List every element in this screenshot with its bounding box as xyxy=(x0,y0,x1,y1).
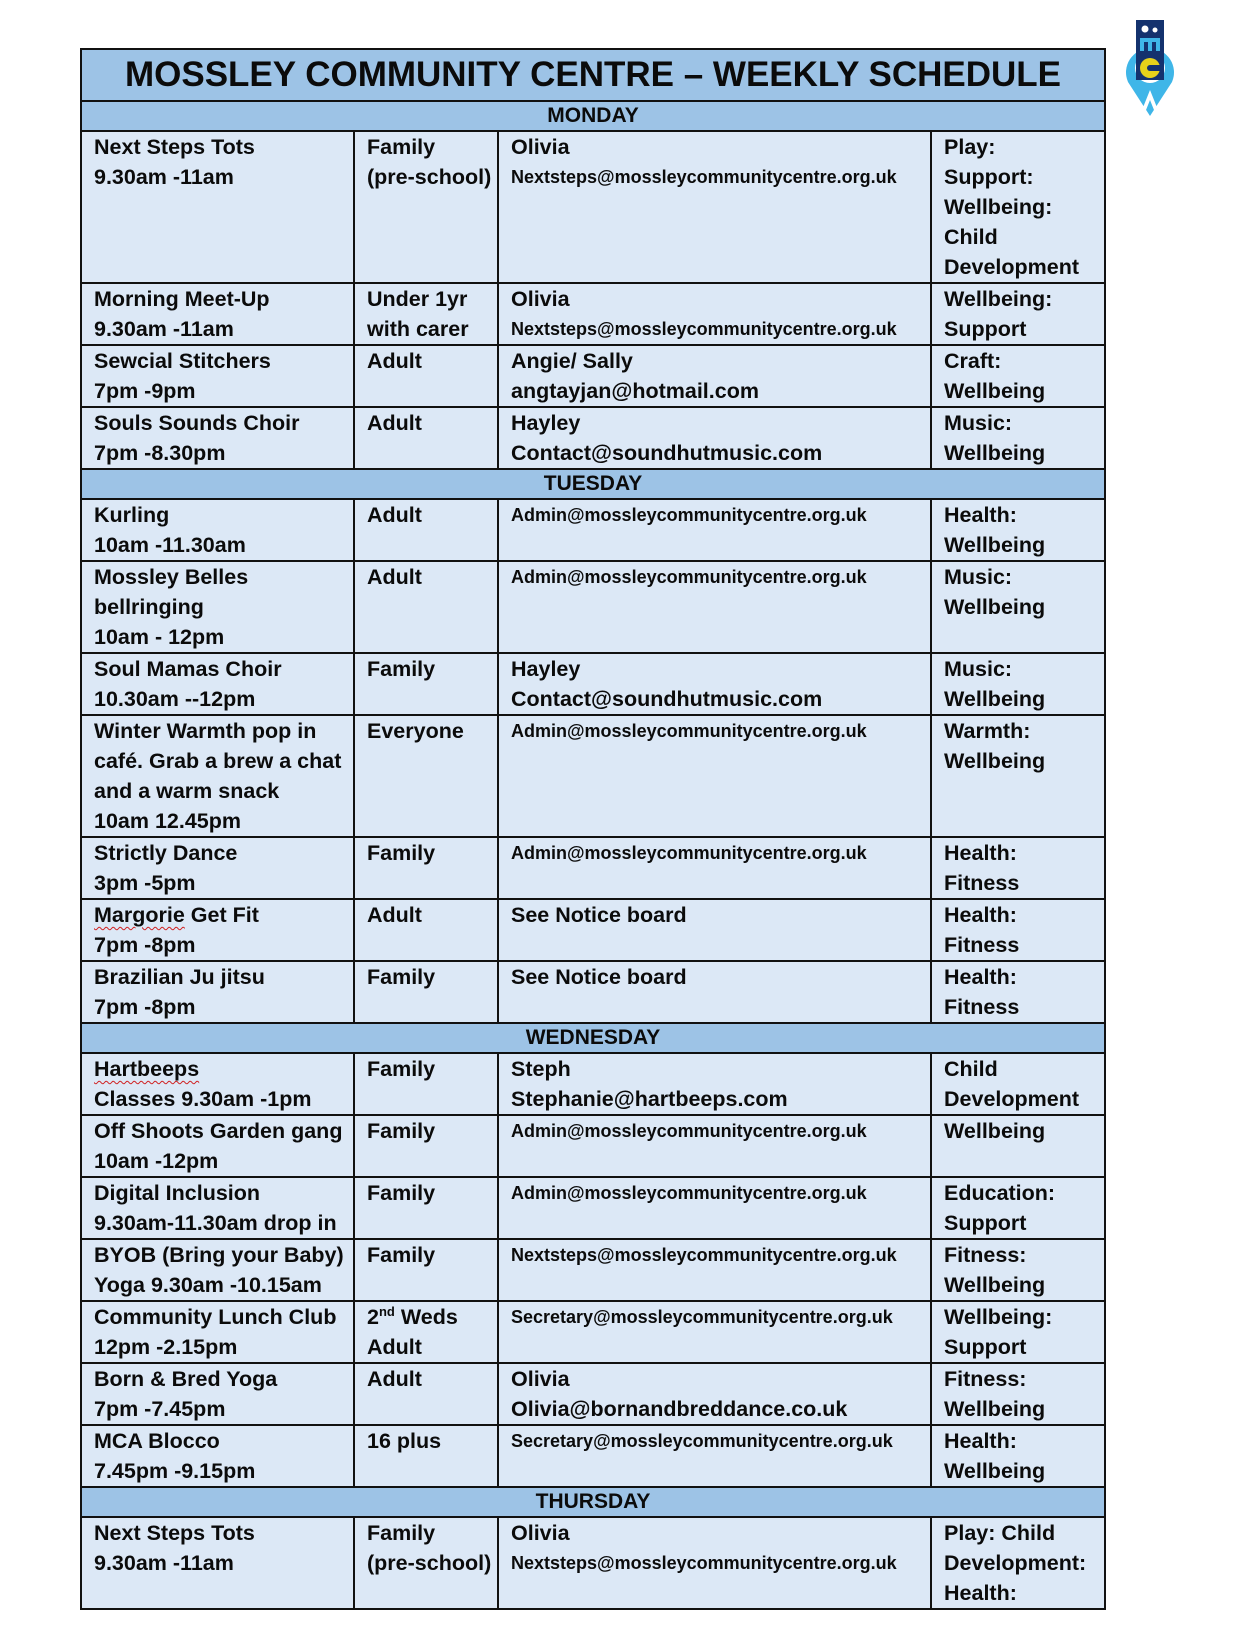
contact-cell xyxy=(498,1363,931,1425)
day-header-row xyxy=(81,469,1105,499)
category-line: Music: xyxy=(944,657,1013,681)
activity-cell xyxy=(81,1053,354,1115)
activity-line: Off Shoots Garden gang xyxy=(94,1119,343,1143)
category-line: Wellbeing xyxy=(944,533,1046,557)
category-line: Wellbeing xyxy=(944,1397,1046,1421)
activity-cell xyxy=(81,131,354,283)
day-header-row xyxy=(81,101,1105,131)
category-cell xyxy=(931,899,1105,961)
contact-cell xyxy=(498,837,931,899)
activity-cell xyxy=(81,715,354,837)
activity-line: 7pm -8pm xyxy=(94,995,196,1019)
audience-cell xyxy=(354,283,498,345)
contact-line: Steph xyxy=(511,1057,571,1081)
audience-cell xyxy=(354,1053,498,1115)
table-row xyxy=(81,715,1105,837)
table-row xyxy=(81,653,1105,715)
audience-line: Family xyxy=(367,135,436,159)
email-link: Contact@soundhutmusic.com xyxy=(511,687,823,711)
category-line: Support: xyxy=(944,165,1034,189)
category-line: Wellbeing xyxy=(944,1459,1046,1483)
category-line: Fitness xyxy=(944,933,1020,957)
category-line: Wellbeing xyxy=(944,595,1046,619)
audience-line: Family xyxy=(367,1243,436,1267)
contact-line: Angie/ Sally xyxy=(511,349,633,373)
audience-line: Family xyxy=(367,1119,436,1143)
activity-line: Next Steps Tots xyxy=(94,1521,255,1545)
contact-line: Olivia xyxy=(511,1521,570,1545)
category-cell xyxy=(931,283,1105,345)
email-link: Admin@mossleycommunitycentre.org.uk xyxy=(511,1121,867,1141)
audience-line: Family xyxy=(367,1057,436,1081)
table-row xyxy=(81,1177,1105,1239)
activity-line: Born & Bred Yoga xyxy=(94,1367,278,1391)
activity-cell xyxy=(81,1363,354,1425)
activity-line: 7.45pm -9.15pm xyxy=(94,1459,256,1483)
email-link: Contact@soundhutmusic.com xyxy=(511,441,823,465)
contact-cell xyxy=(498,131,931,283)
activity-cell xyxy=(81,1517,354,1609)
category-line: Health: xyxy=(944,965,1017,989)
category-line: Wellbeing: xyxy=(944,195,1053,219)
activity-line: 7pm -9pm xyxy=(94,379,196,403)
activity-line: Next Steps Tots xyxy=(94,135,255,159)
contact-cell xyxy=(498,961,931,1023)
activity-line: 9.30am -11am xyxy=(94,1551,234,1575)
contact-cell xyxy=(498,499,931,561)
audience-line: Adult xyxy=(367,349,422,373)
activity-line: Souls Sounds Choir xyxy=(94,411,300,435)
email-link: Nextsteps@mossleycommunitycentre.org.uk xyxy=(511,1553,897,1573)
audience-line: Family xyxy=(367,841,436,865)
category-line: Health: xyxy=(944,841,1017,865)
audience-line: 2nd Weds xyxy=(367,1304,458,1329)
activity-cell xyxy=(81,283,354,345)
category-cell xyxy=(931,1177,1105,1239)
audience-cell xyxy=(354,653,498,715)
category-line: Support xyxy=(944,1211,1027,1235)
activity-cell xyxy=(81,961,354,1023)
audience-line: Adult xyxy=(367,1335,422,1359)
spelling-flag: Margorie xyxy=(94,903,185,927)
activity-cell xyxy=(81,1239,354,1301)
category-line: Health: xyxy=(944,503,1017,527)
audience-line: Under 1yr xyxy=(367,287,468,311)
audience-cell xyxy=(354,837,498,899)
category-line: Wellbeing: xyxy=(944,1305,1053,1329)
activity-cell xyxy=(81,653,354,715)
category-cell xyxy=(931,131,1105,283)
table-row xyxy=(81,1363,1105,1425)
audience-line: Adult xyxy=(367,503,422,527)
activity-line: 12pm -2.15pm xyxy=(94,1335,238,1359)
contact-cell xyxy=(498,1301,931,1363)
email-link: Nextsteps@mossleycommunitycentre.org.uk xyxy=(511,1245,897,1265)
table-row xyxy=(81,407,1105,469)
weekly-schedule-table xyxy=(80,48,1106,1610)
contact-line: See Notice board xyxy=(511,965,687,989)
email-link: Admin@mossleycommunitycentre.org.uk xyxy=(511,505,867,525)
category-line: Fitness: xyxy=(944,1367,1027,1391)
contact-cell xyxy=(498,1177,931,1239)
contact-cell xyxy=(498,345,931,407)
audience-cell xyxy=(354,561,498,653)
activity-cell xyxy=(81,1177,354,1239)
category-cell xyxy=(931,1115,1105,1177)
audience-cell xyxy=(354,715,498,837)
contact-line: Hayley xyxy=(511,657,581,681)
audience-line: Adult xyxy=(367,1367,422,1391)
email-link: Admin@mossleycommunitycentre.org.uk xyxy=(511,843,867,863)
audience-cell xyxy=(354,1115,498,1177)
activity-line: 7pm -7.45pm xyxy=(94,1397,226,1421)
audience-cell xyxy=(354,1239,498,1301)
category-cell xyxy=(931,1301,1105,1363)
table-row xyxy=(81,499,1105,561)
contact-cell xyxy=(498,561,931,653)
activity-line: 7pm -8.30pm xyxy=(94,441,226,465)
category-cell xyxy=(931,837,1105,899)
category-line: Music: xyxy=(944,565,1013,589)
category-line: Wellbeing xyxy=(944,687,1046,711)
contact-line: Olivia xyxy=(511,1367,570,1391)
activity-line: Kurling xyxy=(94,503,170,527)
email-link: angtayjan@hotmail.com xyxy=(511,379,759,403)
category-cell xyxy=(931,1053,1105,1115)
audience-cell xyxy=(354,1363,498,1425)
table-row xyxy=(81,961,1105,1023)
audience-line: Family xyxy=(367,965,436,989)
category-cell xyxy=(931,561,1105,653)
contact-cell xyxy=(498,715,931,837)
email-link: Stephanie@hartbeeps.com xyxy=(511,1087,788,1111)
audience-cell xyxy=(354,899,498,961)
table-row xyxy=(81,837,1105,899)
category-cell xyxy=(931,407,1105,469)
activity-line: 9.30am -11am xyxy=(94,317,234,341)
contact-cell xyxy=(498,1517,931,1609)
activity-line: MCA Blocco xyxy=(94,1429,220,1453)
audience-line: Family xyxy=(367,1181,436,1205)
category-cell xyxy=(931,345,1105,407)
activity-line: BYOB (Bring your Baby) xyxy=(94,1243,344,1267)
contact-cell xyxy=(498,1239,931,1301)
category-line: Development: xyxy=(944,1551,1087,1575)
category-cell xyxy=(931,499,1105,561)
contact-cell xyxy=(498,1115,931,1177)
category-line: Play: Child xyxy=(944,1521,1056,1545)
activity-line: 10am - 12pm xyxy=(94,625,225,649)
category-line: Wellbeing xyxy=(944,1273,1046,1297)
audience-line: Adult xyxy=(367,411,422,435)
category-line: Wellbeing xyxy=(944,749,1046,773)
table-row xyxy=(81,1301,1105,1363)
day-header-row xyxy=(81,1487,1105,1517)
activity-line: 10am -12pm xyxy=(94,1149,219,1173)
contact-cell xyxy=(498,653,931,715)
email-link: Olivia@bornandbreddance.co.uk xyxy=(511,1397,848,1421)
activity-line: Margorie Get Fit xyxy=(94,903,259,927)
audience-cell xyxy=(354,131,498,283)
category-line: Development xyxy=(944,1087,1080,1111)
category-line: Child xyxy=(944,1057,998,1081)
category-line: Wellbeing xyxy=(944,1119,1046,1143)
audience-cell xyxy=(354,961,498,1023)
email-link: Secretary@mossleycommunitycentre.org.uk xyxy=(511,1431,893,1451)
audience-line: (pre-school) xyxy=(367,165,492,189)
category-line: Play: xyxy=(944,135,996,159)
contact-cell xyxy=(498,283,931,345)
category-line: Health: xyxy=(944,1429,1017,1453)
category-cell xyxy=(931,1363,1105,1425)
activity-line: Mossley Belles xyxy=(94,565,249,589)
page-title: MOSSLEY COMMUNITY CENTRE – WEEKLY SCHEDULE xyxy=(81,49,1105,101)
activity-line: Digital Inclusion xyxy=(94,1181,261,1205)
email-link: Nextsteps@mossleycommunitycentre.org.uk xyxy=(511,167,897,187)
contact-line: Hayley xyxy=(511,411,581,435)
category-line: Craft: xyxy=(944,349,1002,373)
activity-line: 10am 12.45pm xyxy=(94,809,242,833)
activity-line: 9.30am-11.30am drop in xyxy=(94,1211,337,1235)
activity-line: Winter Warmth pop in xyxy=(94,719,317,743)
activity-line: 10.30am --12pm xyxy=(94,687,256,711)
activity-line: Brazilian Ju jitsu xyxy=(94,965,265,989)
category-line: Warmth: xyxy=(944,719,1031,743)
table-row xyxy=(81,345,1105,407)
activity-cell xyxy=(81,407,354,469)
day-header-row xyxy=(81,1023,1105,1053)
contact-cell xyxy=(498,1425,931,1487)
activity-cell xyxy=(81,561,354,653)
activity-line: and a warm snack xyxy=(94,779,280,803)
day-header-thursday: THURSDAY xyxy=(81,1487,1105,1517)
day-header-tuesday: TUESDAY xyxy=(81,469,1105,499)
activity-line: Strictly Dance xyxy=(94,841,238,865)
category-line: Health: xyxy=(944,903,1017,927)
activity-line: café. Grab a brew a chat xyxy=(94,749,342,773)
activity-cell xyxy=(81,899,354,961)
category-line: Support xyxy=(944,317,1027,341)
audience-cell xyxy=(354,1301,498,1363)
contact-line: Olivia xyxy=(511,287,570,311)
category-cell xyxy=(931,715,1105,837)
category-line: Child xyxy=(944,225,998,249)
audience-cell xyxy=(354,345,498,407)
activity-line: bellringing xyxy=(94,595,204,619)
audience-line: with carer xyxy=(367,317,469,341)
table-row xyxy=(81,283,1105,345)
activity-line: Yoga 9.30am -10.15am xyxy=(94,1273,322,1297)
audience-cell xyxy=(354,1425,498,1487)
category-cell xyxy=(931,1517,1105,1609)
table-row xyxy=(81,1425,1105,1487)
audience-line: Everyone xyxy=(367,719,464,743)
activity-cell xyxy=(81,1115,354,1177)
category-line: Fitness xyxy=(944,995,1020,1019)
audience-cell xyxy=(354,1177,498,1239)
activity-line: Soul Mamas Choir xyxy=(94,657,282,681)
category-cell xyxy=(931,653,1105,715)
table-row xyxy=(81,1115,1105,1177)
category-line: Development xyxy=(944,255,1080,279)
activity-line: 7pm -8pm xyxy=(94,933,196,957)
table-row xyxy=(81,1517,1105,1609)
category-line: Health: xyxy=(944,1581,1017,1605)
email-link: Nextsteps@mossleycommunitycentre.org.uk xyxy=(511,319,897,339)
activity-line: Morning Meet-Up xyxy=(94,287,270,311)
activity-line xyxy=(94,1054,341,1084)
audience-line: Adult xyxy=(367,903,422,927)
activity-cell xyxy=(81,499,354,561)
email-link: Secretary@mossleycommunitycentre.org.uk xyxy=(511,1307,893,1327)
table-row xyxy=(81,1053,1105,1115)
table-row xyxy=(81,561,1105,653)
table-row xyxy=(81,1239,1105,1301)
contact-line: See Notice board xyxy=(511,903,687,927)
contact-cell xyxy=(498,1053,931,1115)
mca-logo-icon xyxy=(1120,18,1180,118)
activity-cell xyxy=(81,1301,354,1363)
contact-line: Olivia xyxy=(511,135,570,159)
activity-line: 10am -11.30am xyxy=(94,533,246,557)
category-line: Education: xyxy=(944,1181,1056,1205)
table-row xyxy=(81,899,1105,961)
audience-cell xyxy=(354,1517,498,1609)
category-line: Music: xyxy=(944,411,1013,435)
activity-cell xyxy=(81,1425,354,1487)
category-line: Wellbeing xyxy=(944,441,1046,465)
audience-line: Adult xyxy=(367,565,422,589)
category-cell xyxy=(931,1239,1105,1301)
category-cell xyxy=(931,1425,1105,1487)
audience-line: 16 plus xyxy=(367,1429,442,1453)
activity-line: 9.30am -11am xyxy=(94,165,234,189)
audience-cell xyxy=(354,499,498,561)
table-row xyxy=(81,131,1105,283)
day-header-wednesday: WEDNESDAY xyxy=(81,1023,1105,1053)
audience-cell xyxy=(354,407,498,469)
contact-cell xyxy=(498,899,931,961)
contact-cell xyxy=(498,407,931,469)
audience-line: Family xyxy=(367,1521,436,1545)
activity-line: Community Lunch Club xyxy=(94,1305,337,1329)
category-line: Fitness: xyxy=(944,1243,1027,1267)
email-link: Admin@mossleycommunitycentre.org.uk xyxy=(511,1183,867,1203)
audience-line: (pre-school) xyxy=(367,1551,492,1575)
category-cell xyxy=(931,961,1105,1023)
category-line: Fitness xyxy=(944,871,1020,895)
email-link: Admin@mossleycommunitycentre.org.uk xyxy=(511,567,867,587)
category-line: Support xyxy=(944,1335,1027,1359)
activity-line: 3pm -5pm xyxy=(94,871,196,895)
spelling-flag: Hartbeeps xyxy=(94,1057,200,1081)
audience-line: Family xyxy=(367,657,436,681)
category-line: Wellbeing: xyxy=(944,287,1053,311)
category-line: Wellbeing xyxy=(944,379,1046,403)
day-header-monday: MONDAY xyxy=(81,101,1105,131)
activity-line: Classes 9.30am -1pm xyxy=(94,1087,312,1111)
activity-cell xyxy=(81,837,354,899)
activity-line: Sewcial Stitchers xyxy=(94,349,271,373)
email-link: Admin@mossleycommunitycentre.org.uk xyxy=(511,721,867,741)
activity-cell xyxy=(81,345,354,407)
